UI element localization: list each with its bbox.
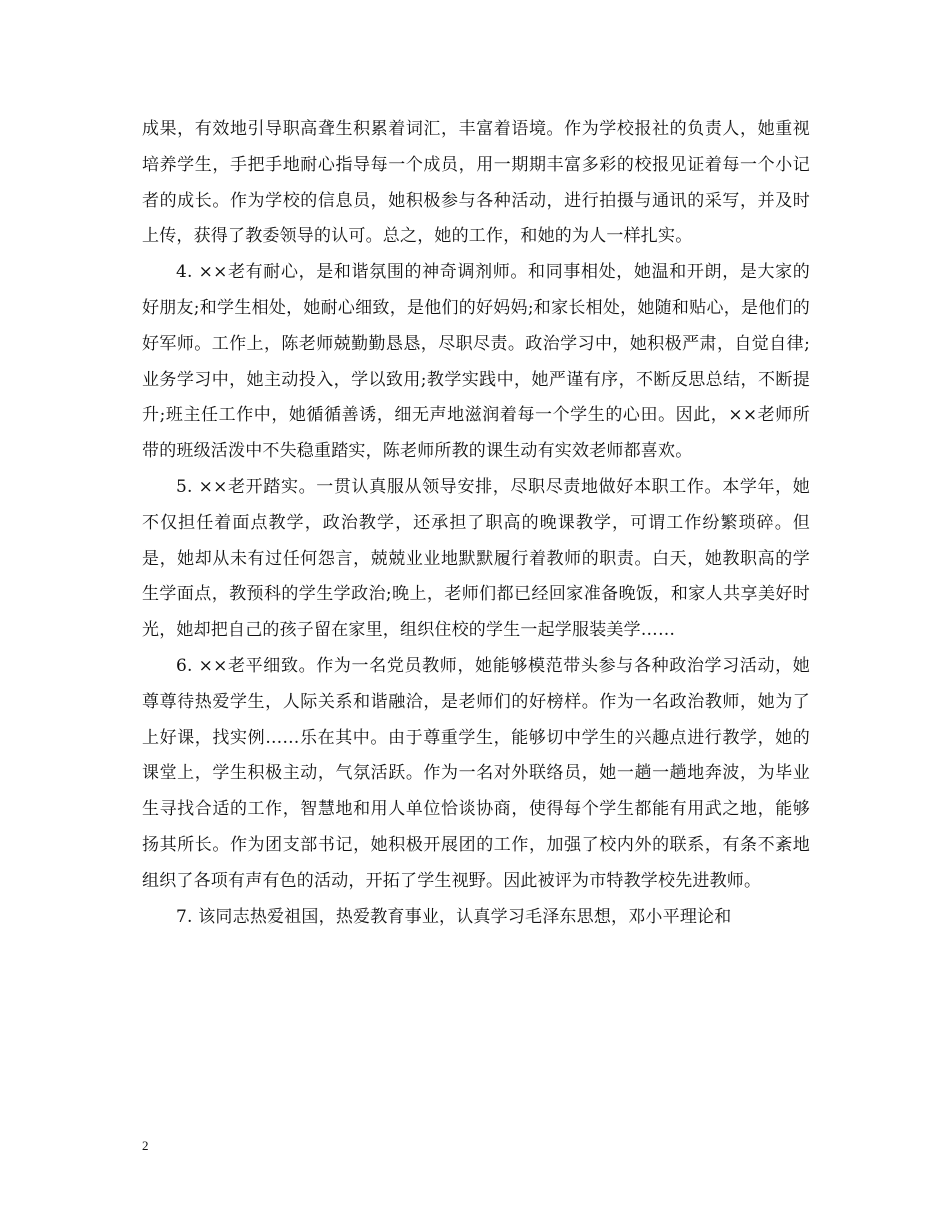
paragraph-5: 7. 该同志热爱祖国，热爱教育事业，认真学习毛泽东思想，邓小平理论和 (176, 906, 732, 927)
paragraph-1: 成果，有效地引导职高聋生积累着词汇，丰富着语境。作为学校报社的负责人，她重视培养学生，手把手地耐心指导每一个成员，用一期期丰富多彩的校报见证着每一个小记者的成长。作为学校的信息员，她积极参与各种活动，进行拍摄与通讯的采写，并及时上传，获得了教委领导的认可。总之，她的工作，和她的为人一样扎实。 (142, 119, 810, 247)
paragraph-4: 6. ××老平细致。作为一名党员教师，她能够模范带头参与各种政治学习活动，她尊尊待热爱学生，人际关系和谐融洽，是老师们的好榜样。作为一名政治教师，她为了上好课，找实例……乐在其中。由于尊重学生，能够切中学生的兴趣点进行教学，她的课堂上，学生积极主动，气氛活跃。作为一名对外联络员，她一趟一趟地奔波，为毕业生寻找合适的工作，智慧地和用人单位恰谈协商，使得每个学生都能有用武之地，能够扬其所长。作为团支部书记，她积极开展团的工作，加强了校内外的联系，有条不紊地组织了各项有声有色的活动，开拓了学生视野。因此被评为市特教学校先进教师。 (142, 655, 810, 891)
paragraph-2: 4. ××老有耐心，是和谐氛围的神奇调剂师。和同事相处，她温和开朗，是大家的好朋友;和学生相处，她耐心细致，是他们的好妈妈;和家长相处，她随和贴心，是他们的好军师。工作上，陈老师兢勤勤恳恳，尽职尽责。政治学习中，她积极严肃，自觉自律;业务学习中，她主动投入，学以致用;教学实践中，她严谨有序，不断反思总结，不断提升;班主任工作中，她循循善诱，细无声地滋润着每一个学生的心田。因此，××老师所带的班级活泼中不失稳重踏实，陈老师所教的课生动有实效老师都喜欢。 (142, 262, 810, 462)
document-body (142, 112, 810, 935)
page-number: 2 (142, 1138, 149, 1153)
paragraph-3: 5. ××老开踏实。一贯认真服从领导安排，尽职尽责地做好本职工作。本学年，她不仅担任着面点教学，政治教学，还承担了职高的晚课教学，可谓工作纷繁琐碎。但是，她却从未有过任何怨言，兢兢业业地默默履行着教师的职责。白天，她教职高的学生学面点，教预科的学生学政治;晚上，老师们都已经回家准备晚饭，和家人共享美好时光，她却把自己的孩子留在家里，组织住校的学生一起学服装美学…… (142, 476, 810, 641)
